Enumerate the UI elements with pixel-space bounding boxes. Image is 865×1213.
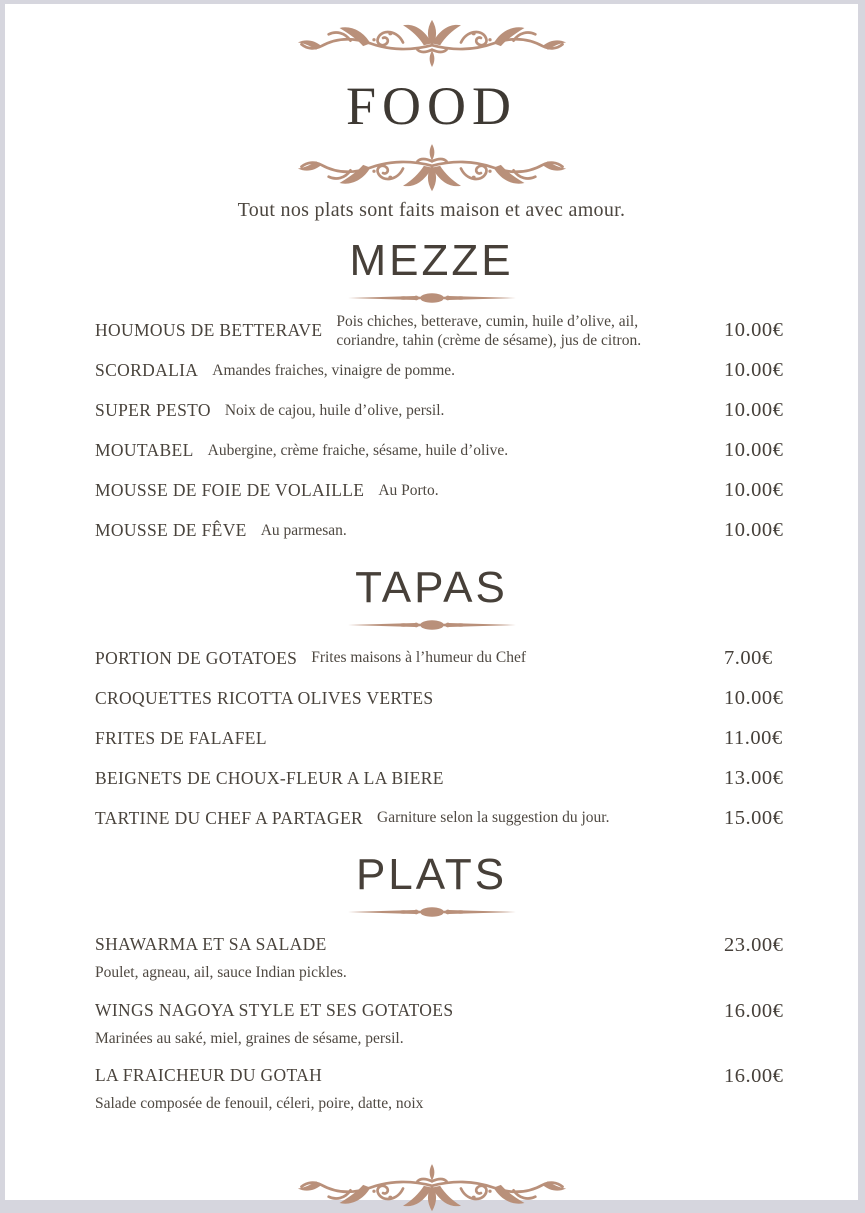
menu-item [95, 311, 858, 351]
menu-item [95, 798, 858, 838]
section-divider-icon [348, 905, 516, 919]
menu-item-name: WINGS NAGOYA STYLE ET SES GOTATOES [95, 999, 454, 1020]
menu-item-price: 10.00€ [724, 519, 784, 542]
flourish-top-icon [287, 18, 577, 76]
section-heading: TAPAS [355, 562, 508, 612]
menu-page [5, 4, 858, 1200]
menu-item [95, 925, 858, 990]
menu-item-description: Aubergine, crème fraiche, sésame, huile d’olive. [207, 442, 509, 460]
menu-item-price: 15.00€ [724, 806, 784, 829]
menu-item-name: FRITES DE FALAFEL [95, 727, 267, 748]
menu-item-price: 10.00€ [724, 479, 784, 502]
section-divider-icon [348, 618, 516, 632]
menu-item [95, 1056, 858, 1121]
menu-item-price: 11.00€ [724, 726, 783, 749]
menu-item-name: HOUMOUS DE BETTERAVE [95, 320, 323, 341]
menu-item-price: 10.00€ [724, 359, 784, 382]
page-subtitle: Tout nos plats sont faits maison et avec amour. [237, 198, 626, 221]
menu-item-name: MOUSSE DE FOIE DE VOLAILLE [95, 480, 365, 501]
section-divider-icon [348, 291, 516, 305]
menu-item [95, 991, 858, 1056]
menu-item-description: Poulet, agneau, ail, sauce Indian pickles. [95, 964, 347, 982]
menu-section [5, 852, 858, 1121]
menu-item-header [95, 1065, 858, 1088]
menu-item-name: MOUSSE DE FÊVE [95, 520, 247, 541]
section-items [5, 638, 858, 838]
menu-item-price: 23.00€ [724, 934, 784, 957]
section-heading: MEZZE [349, 235, 514, 285]
menu-item [95, 718, 858, 758]
section-items [5, 311, 858, 551]
menu-item-header [95, 1000, 858, 1023]
menu-item-description: Pois chiches, betterave, cumin, huile d’olive, ail, coriandre, tahin (crème de sésame), jus de citron. [336, 312, 642, 349]
menu-item-price: 13.00€ [724, 766, 784, 789]
section-heading: PLATS [355, 850, 508, 900]
page-title: FOOD [345, 76, 518, 136]
menu-item-price: 10.00€ [724, 319, 784, 342]
menu-item [95, 638, 858, 678]
menu-item-name: CROQUETTES RICOTTA OLIVES VERTES [95, 687, 434, 708]
menu-item-header [95, 934, 858, 957]
menu-item-description: Frites maisons à l’humeur du Chef [311, 649, 527, 667]
menu-item-price: 10.00€ [724, 399, 784, 422]
menu-item-price: 16.00€ [724, 999, 784, 1022]
menu-item-name: MOUTABEL [95, 440, 194, 461]
flourish-under-title-icon [287, 135, 577, 193]
menu-item-description: Garniture selon la suggestion du jour. [377, 809, 610, 827]
menu-item-price: 7.00€ [724, 646, 773, 669]
menu-item-name: PORTION DE GOTATOES [95, 647, 298, 668]
menu-item-description: Au parmesan. [260, 522, 347, 540]
section-items [5, 925, 858, 1121]
menu-item-name: LA FRAICHEUR DU GOTAH [95, 1065, 323, 1085]
menu-item-description: Au Porto. [378, 482, 439, 500]
menu-section [5, 235, 858, 551]
menu-item-description: Salade composée de fenouil, céleri, poire, datte, noix [95, 1095, 424, 1112]
menu-item-price: 10.00€ [724, 686, 784, 709]
flourish-footer-icon [287, 1155, 577, 1213]
menu-item [95, 678, 858, 718]
menu-item [95, 471, 858, 511]
menu-item-description: Amandes fraiches, vinaigre de pomme. [212, 362, 456, 380]
menu-item-name: SUPER PESTO [95, 400, 211, 421]
menu-section [5, 562, 858, 838]
menu-item [95, 758, 858, 798]
menu-item-name: SHAWARMA ET SA SALADE [95, 934, 327, 955]
menu-item-description: Noix de cajou, huile d’olive, persil. [224, 402, 445, 420]
menu-item-name: TARTINE DU CHEF A PARTAGER [95, 807, 364, 828]
menu-item [95, 511, 858, 551]
menu-item-price: 16.00€ [724, 1065, 784, 1087]
menu-item-name: BEIGNETS DE CHOUX-FLEUR A LA BIERE [95, 767, 444, 788]
menu-item-description: Marinées au saké, miel, graines de sésame, persil. [95, 1029, 404, 1047]
sections [5, 235, 858, 1122]
menu-item-price: 10.00€ [724, 439, 784, 462]
menu-item [95, 431, 858, 471]
menu-item [95, 351, 858, 391]
menu-item [95, 391, 858, 431]
menu-item-name: SCORDALIA [95, 360, 199, 381]
